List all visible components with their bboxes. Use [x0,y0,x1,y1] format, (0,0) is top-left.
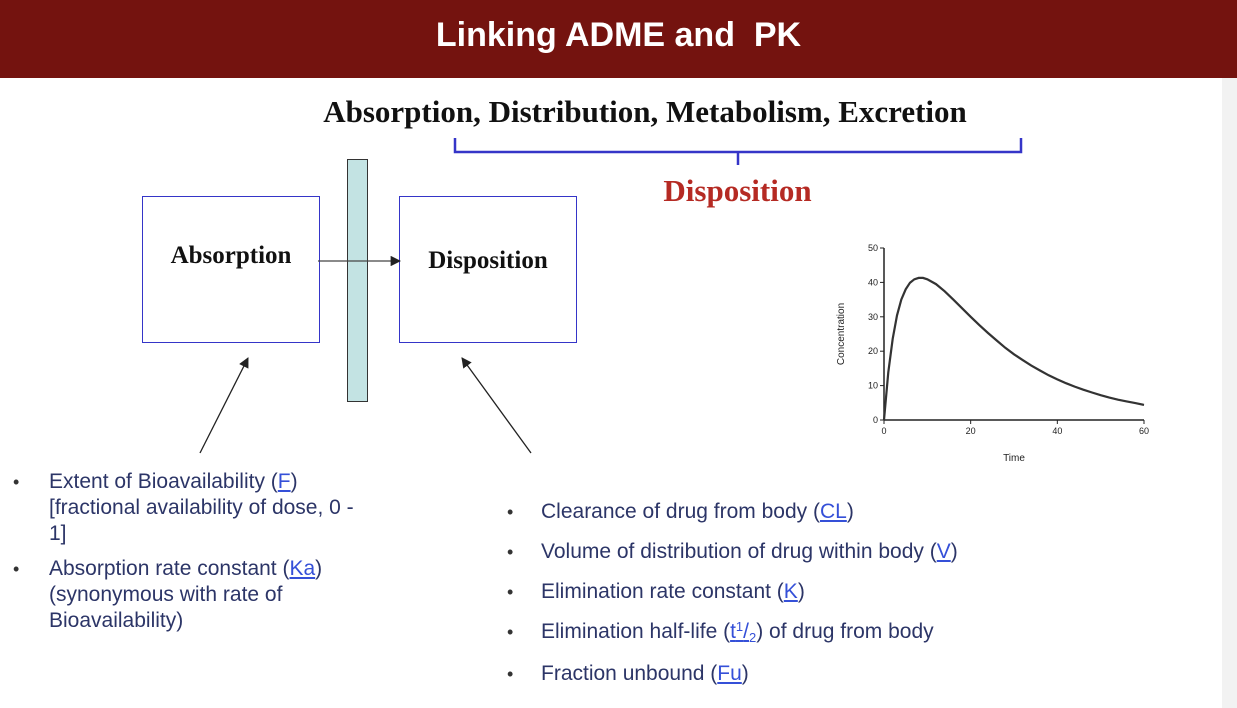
disposition-heading: Disposition [663,173,812,208]
bullet-text: Elimination rate constant ( [541,580,784,603]
bullet-text: Elimination half-life ( [541,620,731,643]
y-tick-label: 50 [867,243,878,253]
slide-title: Linking ADME and PK [435,15,802,54]
abbr-v: V [936,540,951,563]
bullet-text: Extent of Bioavailability ( [49,470,278,493]
concentration-time-chart [820,238,1160,470]
adme-heading: Absorption, Distribution, Metabolism, Excretion [323,94,967,129]
list-item [505,539,1105,565]
list-item [505,661,1105,687]
bullet-text: Volume of distribution of drug within body ( [541,540,937,563]
disposition-bracket [455,138,1021,165]
absorption-parameters-list [13,469,358,643]
y-tick-label: 20 [867,346,878,357]
half-life-slash: / [743,620,749,643]
bullet-text: ) [797,580,805,603]
bullet-text: Clearance of drug from body ( [541,500,820,523]
bullet-text: ) [fractional availability of dose, 0 - 1] [49,470,354,545]
right-pointer-arrow [462,358,531,453]
bullet-text: ) of drug from body [756,620,934,643]
y-axis-label: Concentration [836,302,847,366]
absorption-box-label: Absorption [170,241,292,269]
abbr-half-life [730,620,756,643]
bullet-text: Fraction unbound ( [541,662,718,685]
abbr-k: K [783,580,798,603]
abbr-ka: Ka [289,557,316,580]
y-tick-label: 10 [867,380,878,391]
list-item [13,469,358,547]
bullet-text: ) [846,500,854,523]
bullet-text: Absorption rate constant ( [49,557,290,580]
abbr-f: F [277,470,291,493]
y-tick-label: 0 [872,415,878,425]
concentration-curve [884,278,1144,420]
left-pointer-arrow [200,358,248,453]
bullet-text: ) [741,662,749,685]
x-tick-label: 0 [881,426,887,436]
y-tick-label: 30 [867,311,878,322]
disposition-parameters-list [505,499,1105,701]
bullet-text: ) [950,540,958,563]
abbr-fu: Fu [717,662,742,685]
x-axis-label: Time [1003,453,1025,464]
list-item [13,556,358,634]
half-life-numerator: 1 [735,619,744,634]
abbr-cl: CL [819,500,847,523]
half-life-denominator: 2 [749,630,757,645]
disposition-box-label: Disposition [428,246,548,274]
list-item [505,619,1105,647]
list-item [505,579,1105,605]
x-tick-label: 20 [965,426,976,436]
x-tick-label: 40 [1052,426,1063,436]
x-tick-label: 60 [1138,426,1150,436]
bullet-text: ) (synonymous with rate of Bioavailability) [49,557,323,632]
half-life-t: t [730,620,736,643]
list-item [505,499,1105,525]
y-tick-label: 40 [867,277,878,288]
